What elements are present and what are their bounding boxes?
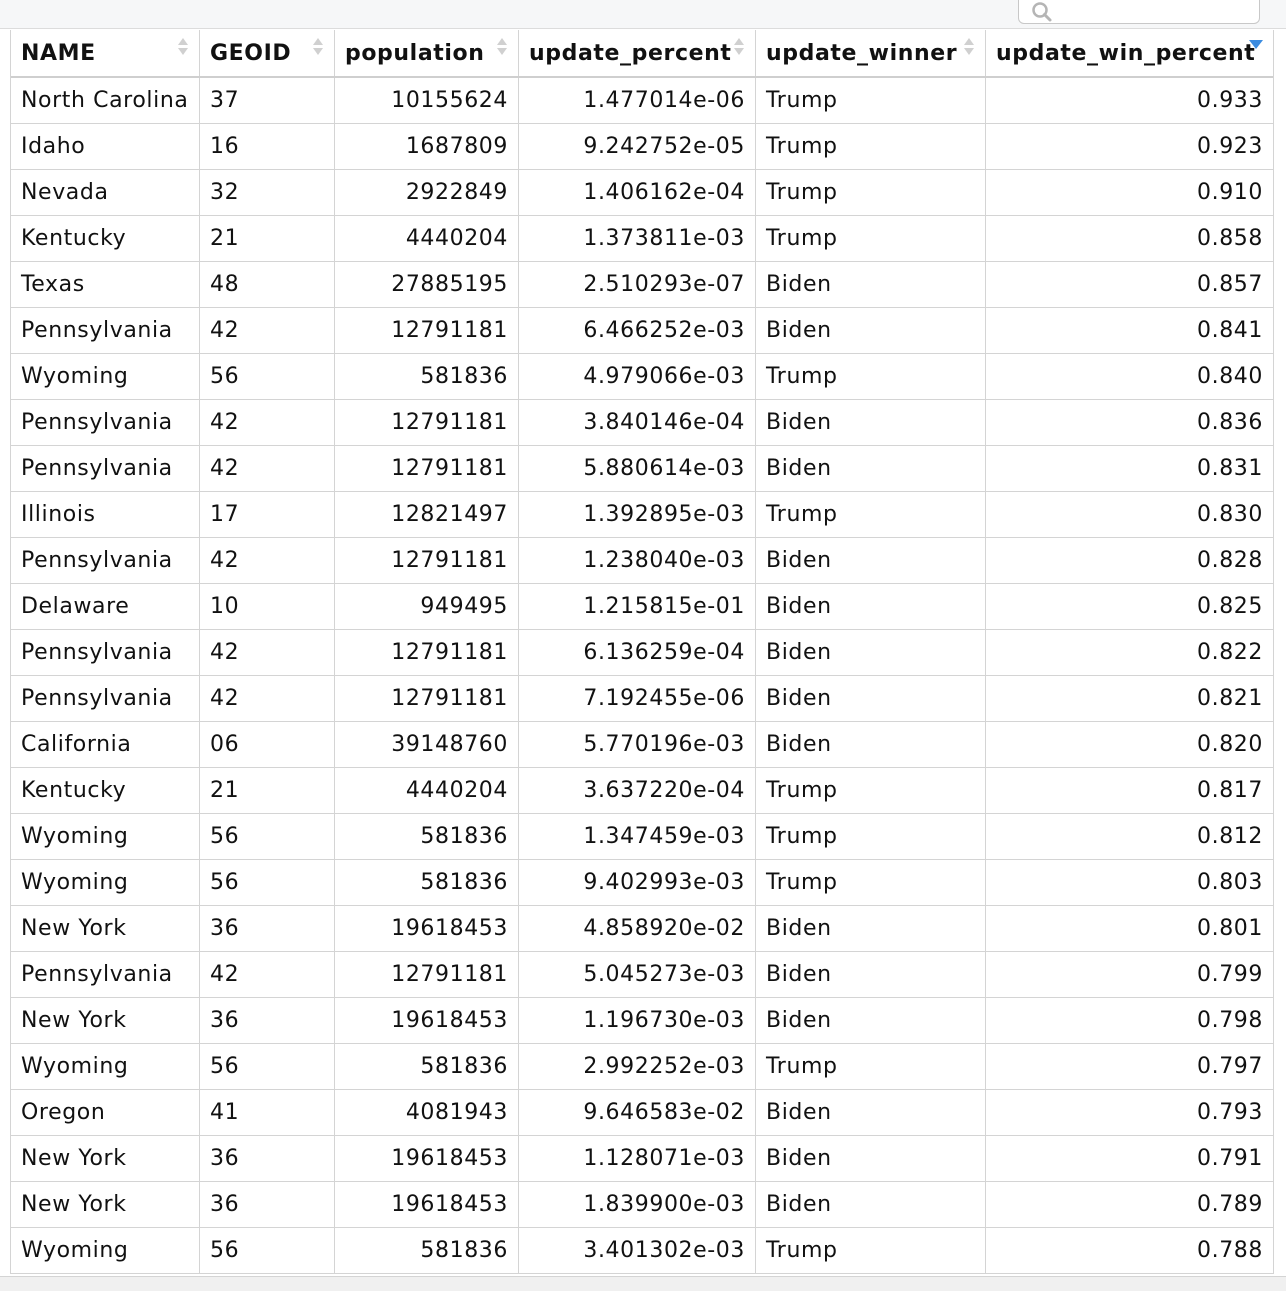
cell-update-win-percent: 0.822 (1197, 640, 1263, 665)
cell-update-winner: Biden (756, 1136, 986, 1181)
cell-update-winner: Trump (756, 78, 986, 123)
cell-geoid: 06 (200, 722, 335, 767)
table-row (11, 676, 1273, 722)
cell-geoid: 42 (200, 630, 335, 675)
cell-update-win-percent: 0.793 (1197, 1100, 1263, 1125)
cell-update-percent: 1.477014e-06 (519, 78, 756, 123)
cell-name: Wyoming (11, 1044, 200, 1089)
cell-geoid: 42 (200, 952, 335, 997)
horizontal-scrollbar[interactable] (0, 1276, 1286, 1291)
cell-update-percent: 4.979066e-03 (519, 354, 756, 399)
cell-geoid: 56 (200, 354, 335, 399)
cell-population: 581836 (335, 1044, 519, 1089)
sort-descending-icon (1249, 40, 1263, 49)
cell-population: 581836 (335, 814, 519, 859)
cell-update-winner: Biden (756, 952, 986, 997)
cell-population: 581836 (335, 860, 519, 905)
column-header-name[interactable]: NAME (11, 30, 200, 76)
cell-update-percent: 3.840146e-04 (519, 400, 756, 445)
table-row (11, 1136, 1273, 1182)
cell-population: 4081943 (335, 1090, 519, 1135)
cell-update-win-percent: 0.830 (1197, 502, 1263, 527)
cell-population: 19618453 (335, 1136, 519, 1181)
cell-update-win-percent: 0.910 (1197, 180, 1263, 205)
sort-icon (963, 36, 975, 58)
cell-update-percent: 1.373811e-03 (519, 216, 756, 261)
cell-geoid: 17 (200, 492, 335, 537)
cell-name: Nevada (11, 170, 200, 215)
cell-geoid: 56 (200, 1044, 335, 1089)
cell-name: Kentucky (11, 768, 200, 813)
cell-name: Idaho (11, 124, 200, 169)
cell-update-winner: Biden (756, 630, 986, 675)
cell-update-percent: 1.392895e-03 (519, 492, 756, 537)
cell-geoid: 36 (200, 906, 335, 951)
cell-update-percent: 1.215815e-01 (519, 584, 756, 629)
cell-update-winner: Biden (756, 538, 986, 583)
sort-icon (177, 36, 189, 58)
cell-population: 949495 (335, 584, 519, 629)
cell-name: Wyoming (11, 354, 200, 399)
cell-update-winner: Trump (756, 768, 986, 813)
cell-update-percent: 1.406162e-04 (519, 170, 756, 215)
table-row (11, 124, 1273, 170)
cell-update-percent: 1.347459e-03 (519, 814, 756, 859)
cell-geoid: 42 (200, 308, 335, 353)
cell-update-percent: 3.401302e-03 (519, 1228, 756, 1273)
cell-update-winner: Trump (756, 860, 986, 905)
cell-update-winner: Biden (756, 584, 986, 629)
cell-name: Oregon (11, 1090, 200, 1135)
cell-population: 27885195 (335, 262, 519, 307)
cell-update-win-percent: 0.858 (1197, 226, 1263, 251)
cell-update-percent: 5.770196e-03 (519, 722, 756, 767)
cell-geoid: 32 (200, 170, 335, 215)
column-header-geoid[interactable]: GEOID (200, 30, 335, 76)
table-row (11, 998, 1273, 1044)
cell-geoid: 36 (200, 1182, 335, 1227)
table-row (11, 814, 1273, 860)
table-row (11, 308, 1273, 354)
cell-update-winner: Biden (756, 308, 986, 353)
cell-update-win-percent: 0.788 (1197, 1238, 1263, 1263)
cell-population: 19618453 (335, 906, 519, 951)
cell-population: 39148760 (335, 722, 519, 767)
cell-update-win-percent: 0.840 (1197, 364, 1263, 389)
cell-population: 581836 (335, 354, 519, 399)
cell-update-percent: 1.128071e-03 (519, 1136, 756, 1181)
cell-name: New York (11, 1136, 200, 1181)
cell-population: 4440204 (335, 216, 519, 261)
cell-update-percent: 4.858920e-02 (519, 906, 756, 951)
table-row (11, 78, 1273, 124)
cell-name: Pennsylvania (11, 308, 200, 353)
table-row (11, 170, 1273, 216)
cell-population: 12791181 (335, 446, 519, 491)
cell-geoid: 21 (200, 768, 335, 813)
cell-geoid: 42 (200, 446, 335, 491)
cell-update-win-percent: 0.817 (1197, 778, 1263, 803)
cell-update-percent: 9.402993e-03 (519, 860, 756, 905)
cell-update-win-percent: 0.791 (1197, 1146, 1263, 1171)
cell-geoid: 36 (200, 1136, 335, 1181)
cell-update-percent: 9.242752e-05 (519, 124, 756, 169)
cell-name: Pennsylvania (11, 446, 200, 491)
cell-geoid: 56 (200, 860, 335, 905)
cell-geoid: 56 (200, 814, 335, 859)
cell-geoid: 42 (200, 400, 335, 445)
cell-update-win-percent: 0.825 (1197, 594, 1263, 619)
cell-population: 4440204 (335, 768, 519, 813)
cell-name: Pennsylvania (11, 676, 200, 721)
cell-geoid: 56 (200, 1228, 335, 1273)
cell-name: Texas (11, 262, 200, 307)
cell-population: 2922849 (335, 170, 519, 215)
cell-update-winner: Trump (756, 814, 986, 859)
sort-icon (312, 36, 324, 58)
cell-name: Illinois (11, 492, 200, 537)
cell-update-win-percent: 0.828 (1197, 548, 1263, 573)
cell-update-win-percent: 0.820 (1197, 732, 1263, 757)
cell-population: 581836 (335, 1228, 519, 1273)
search-input[interactable] (1018, 0, 1260, 24)
cell-name: New York (11, 906, 200, 951)
cell-population: 19618453 (335, 998, 519, 1043)
cell-population: 12791181 (335, 952, 519, 997)
cell-population: 10155624 (335, 78, 519, 123)
table-row (11, 538, 1273, 584)
cell-update-percent: 3.637220e-04 (519, 768, 756, 813)
cell-update-win-percent: 0.831 (1197, 456, 1263, 481)
cell-geoid: 37 (200, 78, 335, 123)
cell-update-percent: 6.136259e-04 (519, 630, 756, 675)
cell-update-winner: Biden (756, 446, 986, 491)
cell-update-percent: 1.839900e-03 (519, 1182, 756, 1227)
table-row (11, 1228, 1273, 1274)
table-row (11, 630, 1273, 676)
cell-population: 1687809 (335, 124, 519, 169)
cell-geoid: 42 (200, 538, 335, 583)
cell-update-percent: 7.192455e-06 (519, 676, 756, 721)
search-icon (1031, 1, 1053, 23)
table-row (11, 1044, 1273, 1090)
cell-geoid: 21 (200, 216, 335, 261)
cell-update-winner: Biden (756, 1090, 986, 1135)
table-header-row (11, 30, 1273, 78)
column-header-update-win-percent[interactable]: update_win_percent (986, 30, 1273, 76)
table-row (11, 400, 1273, 446)
cell-geoid: 16 (200, 124, 335, 169)
cell-name: Delaware (11, 584, 200, 629)
table-row (11, 952, 1273, 998)
cell-update-winner: Trump (756, 124, 986, 169)
cell-population: 12821497 (335, 492, 519, 537)
cell-update-winner: Biden (756, 998, 986, 1043)
table-row (11, 354, 1273, 400)
cell-update-win-percent: 0.803 (1197, 870, 1263, 895)
cell-update-winner: Trump (756, 1228, 986, 1273)
cell-update-percent: 5.045273e-03 (519, 952, 756, 997)
table-row (11, 492, 1273, 538)
cell-update-percent: 5.880614e-03 (519, 446, 756, 491)
table-row (11, 860, 1273, 906)
table-row (11, 216, 1273, 262)
cell-update-winner: Trump (756, 216, 986, 261)
cell-population: 19618453 (335, 1182, 519, 1227)
cell-update-percent: 1.238040e-03 (519, 538, 756, 583)
cell-geoid: 41 (200, 1090, 335, 1135)
cell-update-win-percent: 0.933 (1197, 88, 1263, 113)
cell-geoid: 42 (200, 676, 335, 721)
cell-update-winner: Biden (756, 676, 986, 721)
cell-update-win-percent: 0.836 (1197, 410, 1263, 435)
table-toolbar (0, 0, 1286, 29)
cell-name: Pennsylvania (11, 538, 200, 583)
cell-update-winner: Trump (756, 1044, 986, 1089)
cell-population: 12791181 (335, 308, 519, 353)
column-header-population[interactable]: population (335, 30, 519, 76)
cell-name: New York (11, 1182, 200, 1227)
cell-update-win-percent: 0.789 (1197, 1192, 1263, 1217)
cell-population: 12791181 (335, 630, 519, 675)
cell-update-winner: Trump (756, 492, 986, 537)
sort-icon (496, 36, 508, 58)
cell-geoid: 48 (200, 262, 335, 307)
cell-name: North Carolina (11, 78, 200, 123)
table-row (11, 584, 1273, 630)
cell-name: Pennsylvania (11, 952, 200, 997)
table-body (11, 78, 1273, 1274)
column-header-update-percent[interactable]: update_percent (519, 30, 756, 76)
sort-icon (733, 36, 745, 58)
cell-update-win-percent: 0.799 (1197, 962, 1263, 987)
table-row (11, 262, 1273, 308)
table-row (11, 722, 1273, 768)
cell-update-winner: Biden (756, 1182, 986, 1227)
cell-update-win-percent: 0.923 (1197, 134, 1263, 159)
cell-update-winner: Biden (756, 906, 986, 951)
cell-population: 12791181 (335, 538, 519, 583)
cell-update-win-percent: 0.797 (1197, 1054, 1263, 1079)
cell-update-win-percent: 0.798 (1197, 1008, 1263, 1033)
cell-name: Kentucky (11, 216, 200, 261)
table-row (11, 1182, 1273, 1228)
cell-name: California (11, 722, 200, 767)
cell-update-win-percent: 0.812 (1197, 824, 1263, 849)
cell-update-win-percent: 0.801 (1197, 916, 1263, 941)
cell-update-percent: 2.510293e-07 (519, 262, 756, 307)
cell-update-winner: Biden (756, 722, 986, 767)
cell-geoid: 36 (200, 998, 335, 1043)
cell-update-winner: Trump (756, 170, 986, 215)
cell-update-win-percent: 0.821 (1197, 686, 1263, 711)
data-table (10, 30, 1274, 1274)
table-row (11, 1090, 1273, 1136)
cell-update-win-percent: 0.841 (1197, 318, 1263, 343)
table-row (11, 768, 1273, 814)
cell-update-percent: 6.466252e-03 (519, 308, 756, 353)
cell-name: New York (11, 998, 200, 1043)
cell-update-percent: 9.646583e-02 (519, 1090, 756, 1135)
cell-update-win-percent: 0.857 (1197, 272, 1263, 297)
cell-population: 12791181 (335, 400, 519, 445)
column-header-update-winner[interactable]: update_winner (756, 30, 986, 76)
cell-update-winner: Biden (756, 262, 986, 307)
cell-update-percent: 1.196730e-03 (519, 998, 756, 1043)
cell-name: Wyoming (11, 1228, 200, 1273)
cell-geoid: 10 (200, 584, 335, 629)
cell-update-winner: Trump (756, 354, 986, 399)
cell-update-winner: Biden (756, 400, 986, 445)
cell-name: Wyoming (11, 814, 200, 859)
cell-update-percent: 2.992252e-03 (519, 1044, 756, 1089)
table-row (11, 446, 1273, 492)
cell-name: Pennsylvania (11, 400, 200, 445)
cell-name: Wyoming (11, 860, 200, 905)
cell-population: 12791181 (335, 676, 519, 721)
table-row (11, 906, 1273, 952)
cell-name: Pennsylvania (11, 630, 200, 675)
